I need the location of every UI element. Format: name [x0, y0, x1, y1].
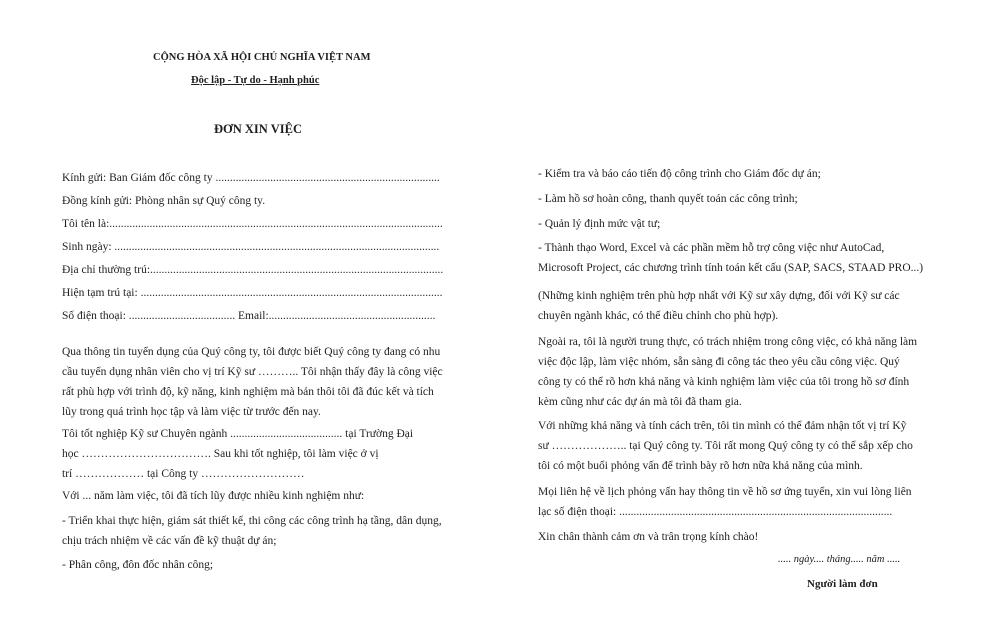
text-line: Với ... năm làm việc, tôi đã tích lũy được nhiều kinh nghiệm như:: [62, 490, 365, 502]
country-heading: CỘNG HÒA XÃ HỘI CHỦ NGHĨA VIỆT NAM: [153, 52, 371, 63]
text-line: Ngoài ra, tôi là người trung thực, có trách nhiệm trong công việc, có khả năng làm: [538, 336, 918, 348]
text-line: sư ……………….. tại Quý công ty. Tôi rất mong Quý công ty có thể sắp xếp cho: [538, 440, 913, 452]
text-line: - Triển khai thực hiện, giám sát thiết kế, thi công các công trình hạ tầng, dân dụng,: [62, 515, 442, 527]
field-line: Kính gửi: Ban Giám đốc công ty ..............................................................................: [62, 172, 440, 184]
education-paragraph: [62, 424, 413, 484]
experience-bullets: [538, 164, 821, 234]
document-title: ĐƠN XIN VIỆC: [214, 122, 302, 136]
date-line: ..... ngày.... tháng..... năm .....: [778, 554, 901, 565]
field-line: Đồng kính gửi: Phòng nhân sự Quý công ty.: [62, 195, 266, 207]
text-line: Qua thông tin tuyển dụng của Quý công ty, tôi được biết Quý công ty đang có nhu: [62, 346, 441, 358]
signer-label: Người làm đơn: [807, 578, 878, 590]
request-paragraph: [538, 416, 913, 476]
experience-bullet: [62, 511, 442, 551]
text-line: chuyên ngành khác, có thể điều chỉnh cho phù hợp).: [538, 310, 779, 322]
text-line: trí ……………… tại Công ty ………………………: [62, 468, 305, 480]
text-line: - Kiểm tra và báo cáo tiến độ công trình cho Giám đốc dự án;: [538, 168, 821, 180]
text-line: rất phù hợp với trình độ, kỹ năng, kinh nghiệm mà bản thôi tôi đã đúc kết và tích: [62, 386, 434, 398]
contact-paragraph: [538, 482, 912, 522]
text-line: học ……………………………. Sau khi tốt nghiệp, tôi làm việc ở vị: [62, 448, 379, 460]
character-paragraph: [538, 332, 917, 412]
field-line: Tôi tên là:....................................................................................................................: [62, 218, 443, 230]
text-line: công ty có thể rõ hơn khả năng và kinh nghiệm làm việc của tôi trong hồ sơ đính: [538, 376, 910, 388]
text-line: - Quản lý định mức vật tư;: [538, 218, 661, 230]
text-line: Microsoft Project, các chương trình tính toán kết cấu (SAP, SACS, STAAD PRO...): [538, 262, 924, 274]
text-line: lũy trong quá trình học tập và làm việc từ trước đến nay.: [62, 406, 321, 418]
note-paragraph: [538, 286, 900, 326]
field-line: Sinh ngày: .................................................................................................................: [62, 241, 440, 253]
field-line: Hiện tạm trú tại: .........................................................................................................: [62, 287, 443, 299]
motto-heading: Độc lập - Tự do - Hạnh phúc: [191, 75, 320, 86]
text-line: - Phân công, đôn đốc nhân công;: [62, 559, 214, 571]
software-skills: [538, 238, 923, 278]
closing-line: [538, 527, 758, 547]
text-line: Với những khả năng và tính cách trên, tôi tin mình có thể đảm nhận tốt vị trí Kỹ: [538, 420, 907, 432]
experience-bullet: [62, 555, 213, 575]
intro-paragraph: [62, 342, 443, 422]
experience-intro: [62, 486, 364, 506]
text-line: chịu trách nhiệm về các vấn đề kỹ thuật dự án;: [62, 535, 277, 547]
text-line: tôi có một buổi phỏng vấn để trình bày rõ hơn nữa khả năng của mình.: [538, 460, 863, 472]
text-line: Tôi tốt nghiệp Kỹ sư Chuyên ngành ....................................... tại Trường Đại: [62, 428, 414, 440]
field-line: Số điện thoại: ..................................... Email:..........................................................: [62, 310, 436, 322]
personal-info-fields: [62, 168, 443, 326]
text-line: cầu tuyển dụng nhân viên cho vị trí Kỹ sư ……….. Tôi nhận thấy đây là công việc: [62, 366, 443, 378]
text-line: Xin chân thành cảm ơn và trân trọng kính chào!: [538, 531, 759, 543]
text-line: - Làm hồ sơ hoàn công, thanh quyết toán các công trình;: [538, 193, 798, 205]
text-line: - Thành thạo Word, Excel và các phần mềm hỗ trợ công việc như AutoCad,: [538, 242, 885, 254]
field-line: Địa chỉ thường trú:......................................................................................................: [62, 264, 444, 276]
text-line: lạc số điện thoại: ...............................................................................................: [538, 506, 893, 518]
text-line: Mọi liên hệ về lịch phỏng vấn hay thông tin về hồ sơ ứng tuyển, xin vui lòng liên: [538, 486, 912, 498]
text-line: (Những kinh nghiệm trên phù hợp nhất với Kỹ sư xây dựng, đối với Kỹ sư các: [538, 290, 900, 302]
text-line: việc độc lập, làm việc nhóm, sẵn sàng đi công tác theo yêu cầu công việc. Quý: [538, 356, 900, 368]
text-line: kèm cũng như các dự án mà tôi đã tham gia.: [538, 396, 742, 408]
